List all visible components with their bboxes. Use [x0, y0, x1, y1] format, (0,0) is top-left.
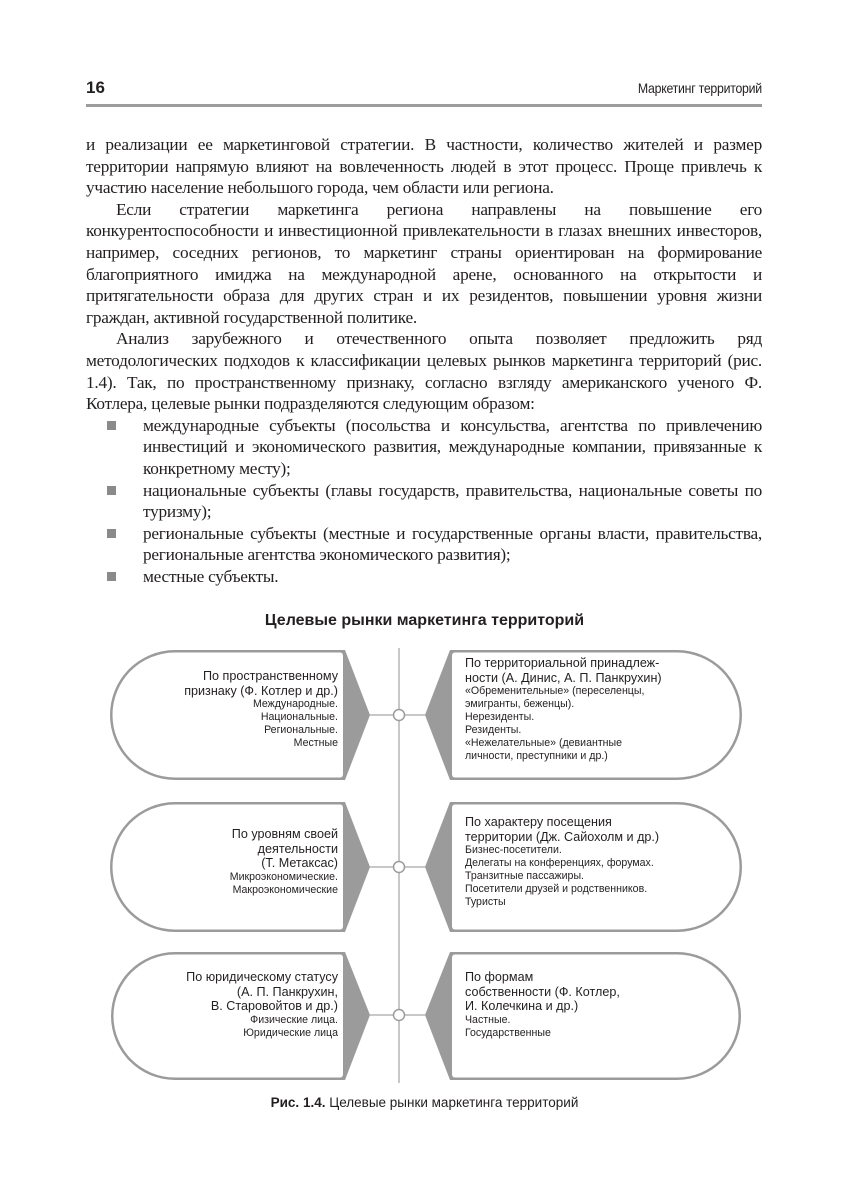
paragraph: Анализ зарубежного и отечественного опыта позволяет предложить ряд методологических подходов к классификации целевых рынков маркетинга территорий (рис. 1.4). Так, по пространственному признаку, согласно взгляду американского ученого Ф. Котлера, целевые рынки подразделяются следующим образом:: [86, 329, 762, 414]
connector-node-2: [394, 862, 405, 873]
right-box-3: По формам собственности (Ф. Котлер, И. Колечкина и др.) Частные. Государственные: [465, 970, 620, 1039]
list-item: местные субъекты.: [143, 566, 762, 588]
connector-node-3: [394, 1010, 405, 1021]
paragraph: и реализации ее маркетинговой стратегии. В частности, количество жителей и размер территории напрямую влияют на вовлеченность людей в этот процесс. Проще привлечь к участию население небольшого города, чем области или региона.: [86, 135, 762, 198]
left-box-2: По уровням своей деятельности (Т. Метаксас) Микроэкономические. Макроэкономические: [229, 827, 338, 896]
list-item: международные субъекты (посольства и консульства, агентства по привлечению инвестиций и экономического развития, международные компании, привязанные к конкретному месту);: [143, 415, 762, 480]
running-title: Маркетинг территорий: [638, 80, 762, 96]
connector-node-1: [394, 710, 405, 721]
page-number: 16: [86, 78, 105, 97]
list-item: региональные субъекты (местные и государственные органы власти, правительства, региональные агентства экономического развития);: [143, 523, 762, 566]
caption-text: Целевые рынки маркетинга территорий: [325, 1095, 579, 1110]
paragraph: Если стратегии маркетинга региона направлены на повышение его конкурентоспособности и инвестиционной привлекательности в глазах внешних инвесторов, например, соседних регионов, то маркетинг страны ориентирован на формирование благоприятного имиджа на международной арене, основанного на открытости и притягательности образа для других стран и их резидентов, повышении уровня жизни граждан, активной государственной политике.: [86, 199, 762, 327]
left-box-3: По юридическому статусу (А. П. Панкрухин, В. Старовойтов и др.) Физические лица. Юридические лица: [186, 970, 338, 1039]
list-item: национальные субъекты (главы государств, правительства, национальные советы по туризму);: [143, 480, 762, 523]
left-box-1: По пространственному признаку (Ф. Котлер и др.) Международные. Национальные. Региональные. Местные: [184, 669, 338, 750]
figure-title: Целевые рынки маркетинга территорий: [264, 612, 585, 629]
caption-label: Рис. 1.4.: [270, 1095, 326, 1110]
right-box-1: По территориальной принадлеж- ности (А. Динис, А. П. Панкрухин) «Обременительные» (переселенцы, эмигранты, беженцы). Нерезиденты. Резиденты. «Нежелательные» (девиантные личности, преступники и др.): [465, 656, 662, 763]
right-box-2: По характеру посещения территории (Дж. Сайохолм и др.) Бизнес-посетители. Делегаты на конференциях, форумах. Транзитные пассажиры. Посетители друзей и родственников. Туристы: [465, 815, 660, 909]
figure-caption: [0, 1095, 849, 1110]
